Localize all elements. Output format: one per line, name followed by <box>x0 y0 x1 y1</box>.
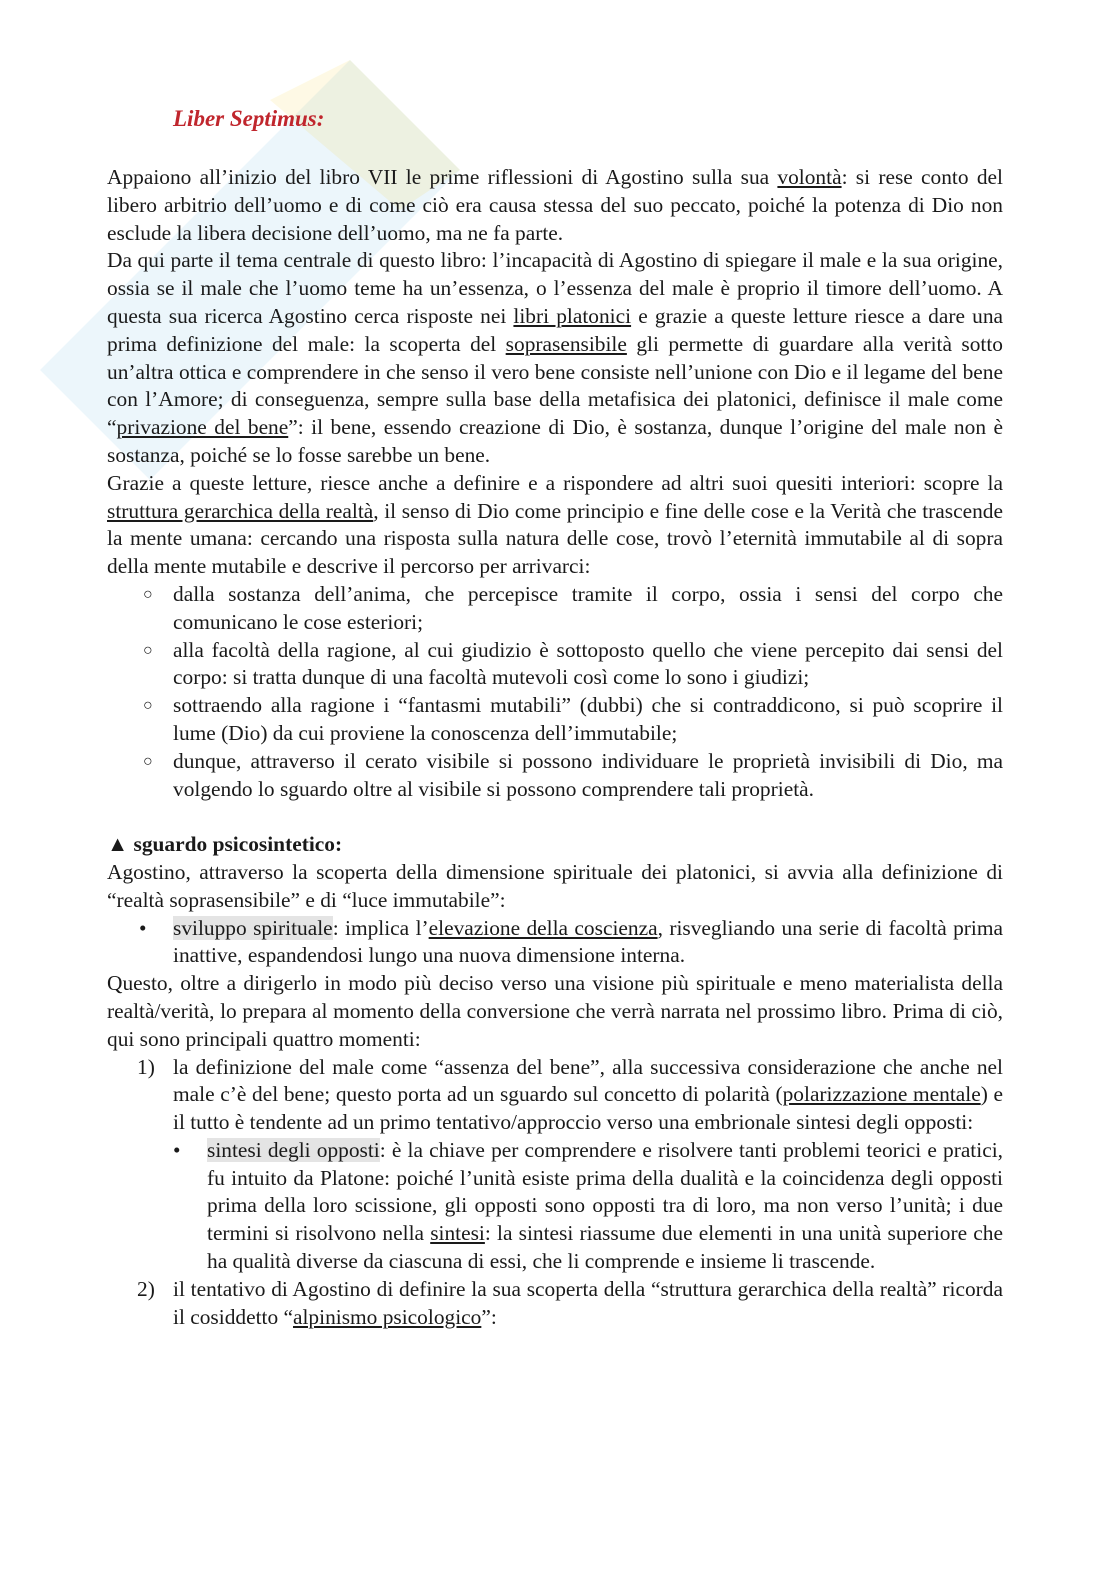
list-item <box>107 1054 1003 1276</box>
text-run: Grazie a queste letture, riesce anche a definire e a rispondere ad altri suoi quesiti interiori: scopre la <box>107 470 1003 495</box>
moments-list <box>107 1054 1003 1332</box>
intro-paragraph-2 <box>107 247 1003 469</box>
highlighted-term: sviluppo spirituale <box>173 915 333 940</box>
text-run: ) e il tutto è tendente ad un primo tentativo/approccio verso una embrionale sintesi degli opposti: <box>173 1082 1004 1135</box>
circle-bullet-icon: ○ <box>143 641 153 659</box>
text-run: : la sintesi riassume due elementi in una unità superiore che ha qualità diverse da ciascuna di essi, che li comprende e insieme li trascende. <box>207 1221 1003 1274</box>
page-title: Liber Septimus: <box>173 106 325 131</box>
underlined-term: libri platonici <box>513 303 632 328</box>
list-item <box>107 1137 1003 1276</box>
psico-paragraph-2: Questo, oltre a dirigerlo in modo più deciso verso una visione più spirituale e meno materialista della realtà/verità, lo prepara al momento della conversione che verrà narrata nel prossimo libro. Prima di ciò, qui sono principali quattro momenti: <box>107 971 1003 1051</box>
text-run: Da qui parte il tema centrale di questo libro: l’incapacità di Agostino di spiegare il male e la sua origine, ossia se il male che l’uomo teme ha un’essenza, o l’essenza del male è proprio il timore dell’uomo. A questa sua ricerca Agostino cerca risposte nei <box>107 248 1003 328</box>
list-number: 1) <box>137 1054 155 1079</box>
underlined-term: volontà <box>777 165 842 189</box>
list-number: 2) <box>137 1276 155 1301</box>
list-item <box>107 581 1003 637</box>
text-run: : è la chiave per comprendere e risolvere tanti problemi teorici e pratici, fu intuito da Platone: poiché l’unità esiste prima della dualità e la coincidenza degli opposti prima della loro scissione, gli opposti sono opposti tra di loro, ma non verso l’unità; i due termini si risolvono nella <box>207 1137 1003 1246</box>
underlined-term: soprasensibile <box>505 331 627 356</box>
underlined-term: struttura gerarchica della realtà <box>107 498 374 523</box>
underlined-term: elevazione della coscienza <box>428 915 658 940</box>
circle-bullet-icon: ○ <box>143 585 153 603</box>
text-run: : si rese conto del libero arbitrio dell’uomo e di come ciò era causa stessa del suo peccato, poiché la potenza di Dio non esclude la libera decisione dell’uomo, ma ne fa parte. <box>107 165 1003 245</box>
text-run: : implica l’ <box>332 915 429 940</box>
text-run: , il senso di Dio come principio e fine delle cose e la Verità che trascende la mente umana: cercando una risposta sulla natura delle cose, trovò l’eternità immutabile al di sopra della mente mutabile e descrive il percorso per arrivarci: <box>107 498 1003 579</box>
highlighted-term: sintesi degli opposti <box>207 1137 380 1162</box>
steps-list <box>107 581 1003 803</box>
intro-paragraph-1 <box>107 164 1003 247</box>
text-run: la definizione del male come “assenza del bene”, alla successiva considerazione che anche nel male c’è del bene; questo porta ad un sguardo sul concetto di polarità ( <box>173 1054 1003 1107</box>
circle-bullet-icon: ○ <box>143 697 153 715</box>
list-item-text: dunque, attraverso il cerato visibile si possono individuare le proprietà invisibili di Dio, ma volgendo lo sguardo oltre al visibile si possono comprendere tali proprietà. <box>173 748 1003 801</box>
text-run: ”: <box>481 1304 497 1329</box>
section-heading: ▲ sguardo psicosintetico: <box>107 832 343 857</box>
underlined-term: polarizzazione mentale <box>782 1082 981 1107</box>
list-item <box>107 637 1003 693</box>
document-page <box>107 104 1003 1331</box>
bullet-icon: • <box>173 1137 181 1162</box>
psico-bullets <box>107 915 1003 971</box>
text-run: , risvegliando una serie di facoltà prima inattive, espandendosi lungo una nuova dimensione interna. <box>173 915 1004 968</box>
list-item <box>107 748 1003 804</box>
list-item <box>107 915 1003 971</box>
text-run: Appaiono all’inizio del libro VII le prime riflessioni di Agostino sulla sua <box>107 165 778 189</box>
text-run: e grazie a queste letture riesce a dare una prima definizione del male: la scoperta del <box>107 303 1004 356</box>
psico-paragraph-1: Agostino, attraverso la scoperta della dimensione spirituale dei platonici, si avvia alla definizione di “realtà soprasensibile” e di “luce immutabile”: <box>107 859 1003 912</box>
text-run: gli permette di guardare alla verità sotto un’altra ottica e comprendere in che senso il vero bene consiste nell’unione con Dio e il legame del bene con l’Amore; di conseguenza, sempre sulla base della metafisica dei platonici, definisce il male come “ <box>107 331 1003 440</box>
bullet-icon: • <box>139 915 147 940</box>
intro-paragraph-3 <box>107 470 1003 581</box>
sub-bullet-list <box>173 1137 1003 1276</box>
list-item-text: sottraendo alla ragione i “fantasmi mutabili” (dubbi) che si contraddicono, si può scoprire il lume (Dio) da cui proviene la conoscenza dell’immutabile; <box>173 693 1003 745</box>
circle-bullet-icon: ○ <box>143 752 153 770</box>
list-item <box>107 1276 1003 1332</box>
underlined-term: alpinismo psicologico <box>293 1304 482 1329</box>
text-run: ”: il bene, essendo creazione di Dio, è sostanza, dunque l’origine del male non è sostanza, poiché se lo fosse sarebbe un bene. <box>107 415 1003 467</box>
list-item <box>107 692 1003 748</box>
list-item-text: alla facoltà della ragione, al cui giudizio è sottoposto quello che viene percepito dai sensi del corpo: si tratta dunque di una facoltà mutevoli così come lo sono i giudizi; <box>173 637 1003 690</box>
text-run: il tentativo di Agostino di definire la sua scoperta della “struttura gerarchica della realtà” ricorda il cosiddetto “ <box>173 1276 1003 1329</box>
underlined-term: privazione del bene <box>116 415 289 440</box>
underlined-term: sintesi <box>430 1221 485 1246</box>
list-item-text: dalla sostanza dell’anima, che percepisce tramite il corpo, ossia i sensi del corpo che comunicano le cose esteriori; <box>173 581 1003 634</box>
